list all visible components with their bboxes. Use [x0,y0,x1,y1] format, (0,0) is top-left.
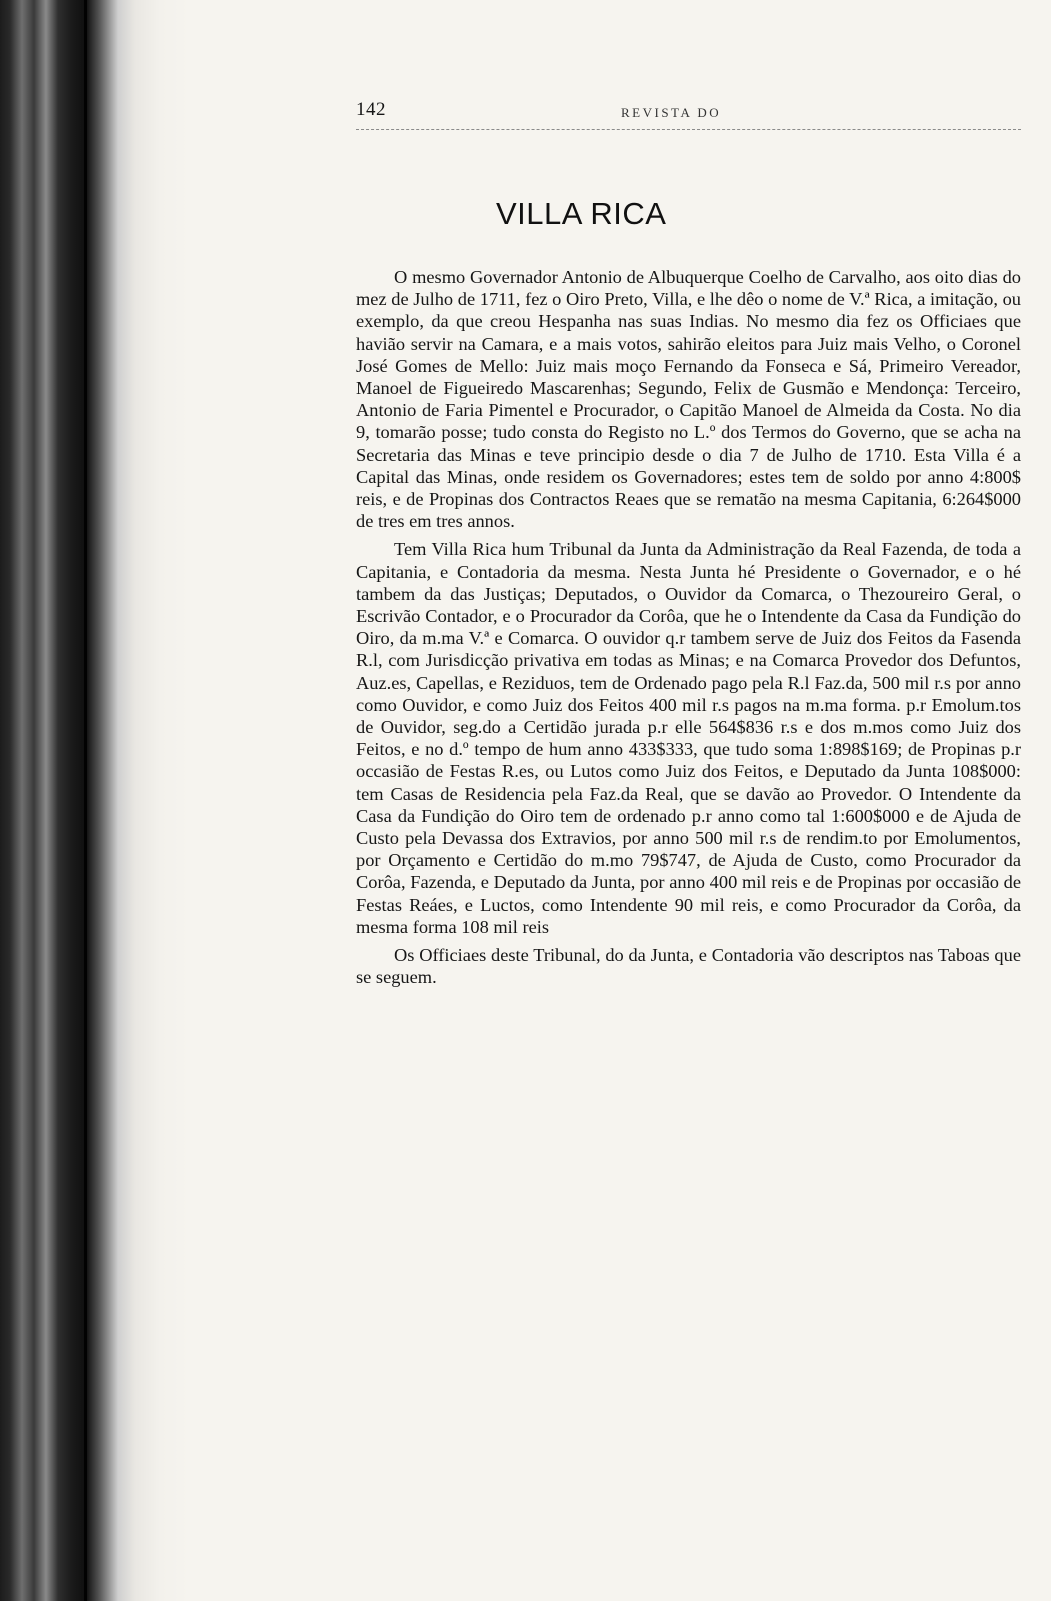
paragraph: Tem Villa Rica hum Tribunal da Junta da Administração da Real Fazenda, de toda a Capitania, e Contadoria da mesma. Nesta Junta hé Presidente o Governador, e o hé tambem da das Justiças; Deputados, o Ouvidor da Comarca, o Thezoureiro Geral, o Escrivão Contador, e o Procurador da Corôa, que he o Intendente da Casa da Fundição do Oiro, da m.ma V.ª e Comarca. O ouvidor q.r tambem serve de Juiz dos Feitos da Fasenda R.l, com Jurisdicção privativa em todas as Minas; e na Comarca Provedor dos Defuntos, Auz.es, Capellas, e Reziduos, tem de Ordenado pago pela R.l Faz.da, 500 mil r.s por anno como Ouvidor, e como Juiz dos Feitos 400 mil r.s pagos na m.ma forma. p.r Emolum.tos de Ouvidor, seg.do a Certidão jurada p.r elle 564$836 r.s e dos m.mos como Juiz dos Feitos, e no d.º tempo de hum anno 433$333, que tudo soma 1:898$169; de Propinas p.r occasião de Festas R.es, ou Lutos como Juiz dos Feitos, e Deputado da Junta 108$000: tem Casas de Residencia pela Faz.da Real, que se davão ao Provedor. O Intendente da Casa da Fundição do Oiro tem de ordenado p.r anno como tal 1:600$000 e de Ajuda de Custo pela Devassa dos Extravios, por anno 500 mil r.s de rendim.to por Emolumentos, por Orçamento e Certidão do m.mo 79$747, de Ajuda de Custo, como Procurador da Corôa, Fazenda, e Deputado da Junta, por anno 400 mil reis e de Propinas por occasião de Festas Reáes, e Luctos, como Intendente 90 mil reis, e como Procurador da Corôa, da mesma forma 108 mil reis [356,539,1021,937]
section-title: VILLA RICA [496,196,667,231]
paragraph: Os Officiaes deste Tribunal, do da Junta, e Contadoria vão descriptos nas Taboas que se seguem. [356,945,1021,988]
page-number: 142 [356,99,386,120]
running-head: REVISTA DO [621,105,722,120]
book-page [356,95,1021,989]
book-gutter-shadow [0,0,190,1601]
page-header [356,95,1021,130]
paragraph: O mesmo Governador Antonio de Albuquerque Coelho de Carvalho, aos oito dias do mez de Julho de 1711, fez o Oiro Preto, Villa, e lhe dêo o nome de V.ª Rica, a imitação, ou exemplo, da que creou Hespanha nas suas Indias. No mesmo dia fez os Officiaes que havião servir na Camara, e a mais votos, sahirão eleitos para Juiz mais Velho, o Coronel José Gomes de Mello: Juiz mais moço Fernando da Fonseca e Sá, Primeiro Vereador, Manoel de Figueiredo Mascarenhas; Segundo, Felix de Gusmão e Mendonça: Terceiro, Antonio de Faria Pimentel e Procurador, o Capitão Manoel de Almeida da Costa. No dia 9, tomarão posse; tudo consta do Registo no L.º dos Termos do Governo, que se acha na Secretaria das Minas e teve principio desde o dia 7 de Julho de 1710. Esta Villa é a Capital das Minas, onde residem os Governadores; estes tem de soldo por anno 4:800$ reis, e de Propinas dos Contractos Reaes que se rematão na mesma Capitania, 6:264$000 de tres em tres annos. [356,267,1021,532]
binding-edge [84,0,87,1601]
body-text [356,266,1021,989]
